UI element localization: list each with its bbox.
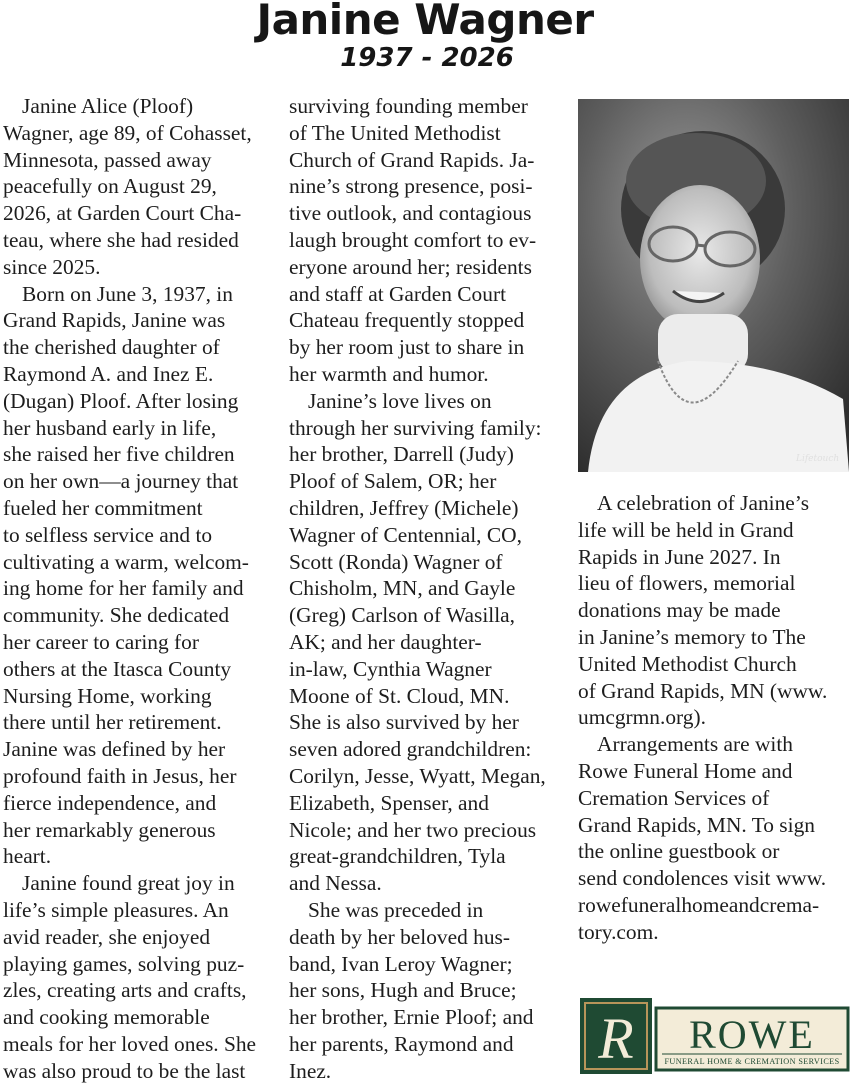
text-line: Raymond A. and Inez E. — [3, 361, 214, 386]
text-line: Church of Grand Rapids. Ja- — [289, 147, 535, 172]
text-line: Chateau frequently stopped — [289, 308, 525, 333]
text-line: death by her beloved hus- — [289, 924, 510, 949]
text-line: Cremation Services of — [578, 785, 770, 810]
text-line: cultivating a warm, welcom- — [3, 549, 249, 574]
text-line: in-law, Cynthia Wagner — [289, 656, 492, 681]
text-line: of The United Methodist — [289, 120, 501, 145]
text-line: she raised her five children — [3, 442, 235, 467]
text-line: surviving founding member — [289, 94, 528, 118]
text-line: (Greg) Carlson of Wasilla, — [289, 603, 515, 628]
text-line: Janine found great joy in — [22, 871, 235, 896]
text-line: her brother, Ernie Ploof; and — [289, 1005, 534, 1030]
text-line: her career to caring for — [3, 629, 199, 654]
text-line: her warmth and humor. — [289, 361, 489, 386]
text-line: there until her retirement. — [3, 710, 222, 735]
text-line: was also proud to be the last — [3, 1058, 246, 1083]
text-line: Janine Alice (Ploof) — [22, 94, 194, 118]
text-line: Grand Rapids, MN. To sign — [578, 812, 815, 837]
text-line: 2026, at Garden Court Cha- — [3, 201, 242, 226]
text-line: United Methodist Church — [578, 651, 797, 676]
text-line: Inez. — [289, 1058, 332, 1083]
text-line: great-grandchildren, Tyla — [289, 844, 506, 869]
text-line: teau, where she had resided — [3, 227, 239, 252]
text-line: donations may be made — [578, 598, 781, 623]
text-line: tive outlook, and contagious — [289, 201, 532, 226]
text-line: Scott (Ronda) Wagner of — [289, 549, 503, 574]
text-line: Nursing Home, working — [3, 683, 212, 708]
text-line: Janine’s love lives on — [308, 388, 492, 413]
text-line: her remarkably generous — [3, 817, 216, 842]
text-line: band, Ivan Leroy Wagner; — [289, 951, 513, 976]
text-line: Wagner of Centennial, CO, — [289, 522, 522, 547]
text-line: She is also survived by her — [289, 710, 519, 735]
text-line: rowefuneralhomeandcrema- — [578, 892, 820, 917]
text-line: her husband early in life, — [3, 415, 217, 440]
text-line: fueled her commitment — [3, 495, 203, 520]
text-line: heart. — [3, 844, 52, 869]
text-line: She was preceded in — [308, 897, 484, 922]
obituary-dates: 1937 - 2026 — [340, 43, 514, 73]
logo-monogram: R — [598, 1006, 634, 1071]
obituary-name: Janine Wagner — [256, 0, 594, 44]
text-line: eryone around her; residents — [289, 254, 532, 279]
text-line: nine’s strong presence, posi- — [289, 174, 533, 199]
text-line: Rowe Funeral Home and — [578, 758, 793, 783]
logo-tagline: FUNERAL HOME & CREMATION SERVICES — [664, 1057, 840, 1066]
text-line: community. She dedicated — [3, 603, 230, 628]
text-column-2 — [289, 93, 561, 1084]
text-line: A celebration of Janine’s — [597, 491, 810, 515]
funeral-home-logo — [578, 996, 850, 1076]
text-line: and staff at Garden Court — [289, 281, 507, 306]
text-line: Chisholm, MN, and Gayle — [289, 576, 516, 601]
text-line: Born on June 3, 1937, in — [22, 281, 233, 306]
text-line: Nicole; and her two precious — [289, 817, 537, 842]
text-line: send condolences visit www. — [578, 866, 827, 891]
portrait-photo — [578, 99, 849, 472]
text-line: Janine was defined by her — [3, 737, 226, 762]
text-line: Grand Rapids, Janine was — [3, 308, 226, 333]
text-line: to selfless service and to — [3, 522, 213, 547]
text-line: Ploof of Salem, OR; her — [289, 469, 497, 494]
text-line: ing home for her family and — [3, 576, 244, 601]
text-line: her sons, Hugh and Bruce; — [289, 978, 517, 1003]
text-line: laugh brought comfort to ev- — [289, 227, 537, 252]
text-line: others at the Itasca County — [3, 656, 232, 681]
text-line: lieu of flowers, memorial — [578, 571, 796, 596]
text-line: Moone of St. Cloud, MN. — [289, 683, 510, 708]
text-line: profound faith in Jesus, her — [3, 763, 237, 788]
text-column-1 — [3, 93, 269, 1084]
text-line: Rapids in June 2027. In — [578, 544, 781, 569]
text-line: Elizabeth, Spenser, and — [289, 790, 489, 815]
portrait-illustration — [578, 99, 849, 472]
text-line: peacefully on August 29, — [3, 174, 217, 199]
text-line: the cherished daughter of — [3, 335, 220, 360]
text-line: playing games, solving puz- — [3, 951, 245, 976]
text-line: her brother, Darrell (Judy) — [289, 442, 514, 467]
text-line: through her surviving family: — [289, 415, 542, 440]
text-line: life will be held in Grand — [578, 517, 794, 542]
text-line: umcgrmn.org). — [578, 705, 706, 730]
text-line: Arrangements are with — [597, 732, 794, 757]
text-line: of Grand Rapids, MN (www. — [578, 678, 828, 703]
text-line: Corilyn, Jesse, Wyatt, Megan, — [289, 763, 546, 788]
text-line: Minnesota, passed away — [3, 147, 212, 172]
text-line: fierce independence, and — [3, 790, 217, 815]
logo-name: ROWE — [689, 1012, 815, 1057]
text-line: on her own—a journey that — [3, 469, 239, 494]
text-line: by her room just to share in — [289, 335, 525, 360]
text-line: zles, creating arts and crafts, — [3, 978, 247, 1003]
text-line: avid reader, she enjoyed — [3, 924, 211, 949]
text-line: Wagner, age 89, of Cohasset, — [3, 120, 252, 145]
text-line: her parents, Raymond and — [289, 1031, 514, 1056]
text-column-3 — [578, 490, 850, 946]
text-line: children, Jeffrey (Michele) — [289, 495, 519, 520]
text-line: and Nessa. — [289, 871, 382, 896]
text-line: tory.com. — [578, 919, 659, 944]
text-line: seven adored grandchildren: — [289, 737, 532, 762]
text-line: (Dugan) Ploof. After losing — [3, 388, 239, 413]
text-line: the online guestbook or — [578, 839, 780, 864]
photo-signature: Lifetouch — [796, 454, 840, 464]
text-line: meals for her loved ones. She — [3, 1031, 257, 1056]
text-line: and cooking memorable — [3, 1005, 210, 1030]
text-line: in Janine’s memory to The — [578, 624, 806, 649]
text-line: life’s simple pleasures. An — [3, 897, 229, 922]
text-line: since 2025. — [3, 254, 101, 279]
text-line: AK; and her daughter- — [289, 629, 482, 654]
